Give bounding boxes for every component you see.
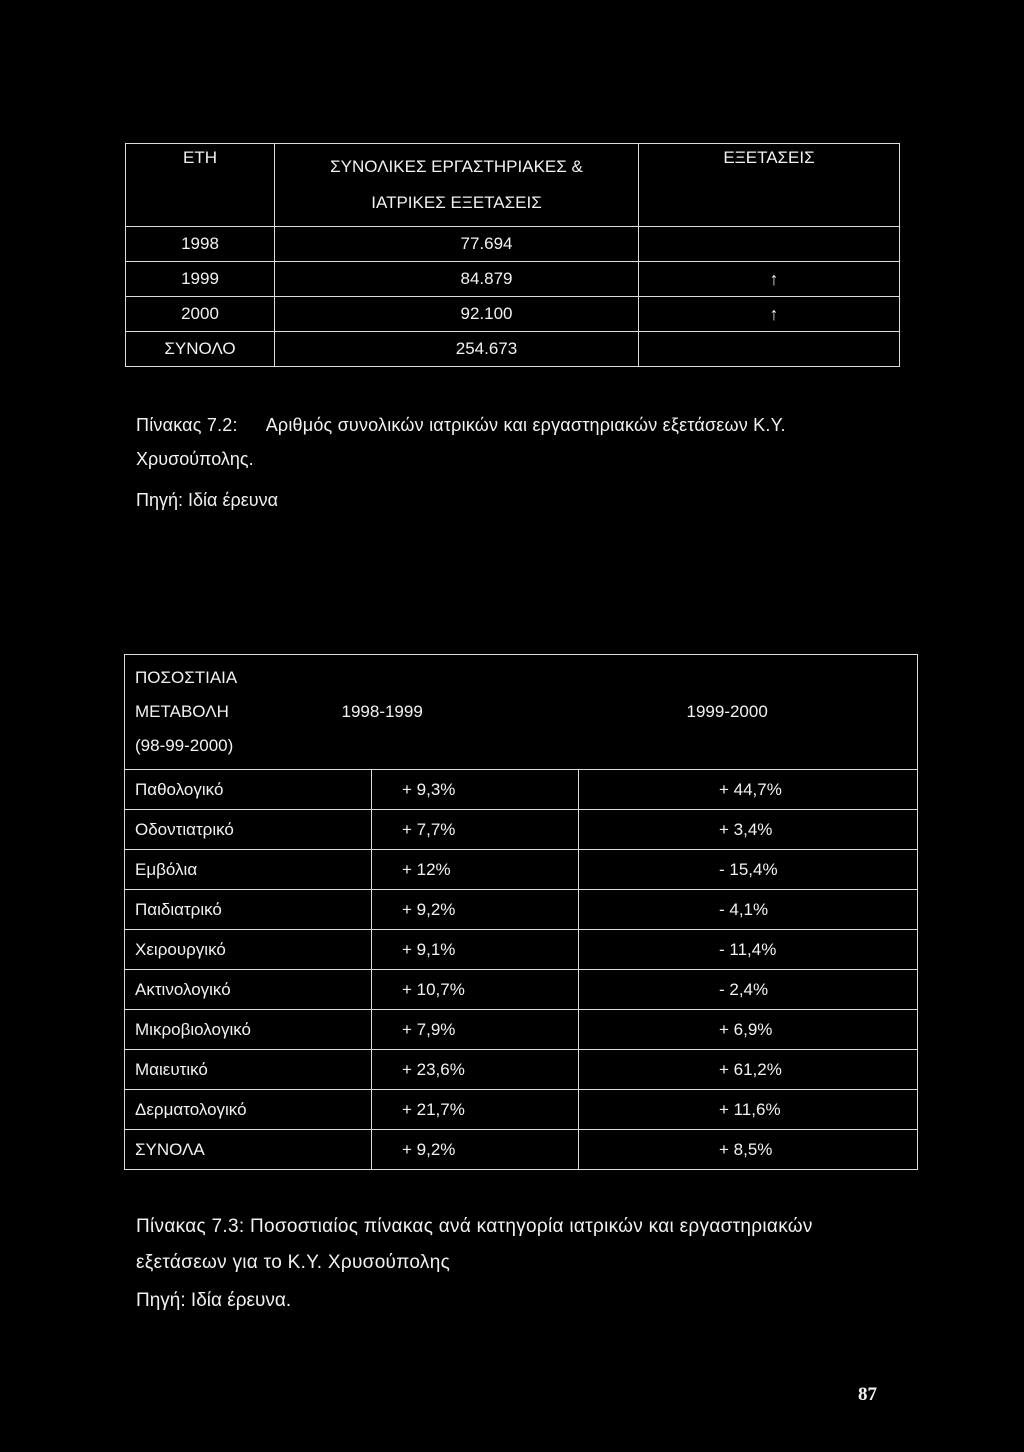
category-cell: Δερματολογικό	[125, 1090, 372, 1130]
category-cell: Παιδιατρικό	[125, 890, 372, 930]
page-number: 87	[858, 1384, 877, 1405]
header-period-2: 1999-2000	[579, 655, 918, 770]
category-cell: ΣΥΝΟΛΑ	[125, 1130, 372, 1170]
category-cell: Παθολογικό	[125, 770, 372, 810]
category-cell: Χειρουργικό	[125, 930, 372, 970]
header-line2: ΜΕΤΑΒΟΛΗ	[135, 702, 229, 721]
change-1999-2000: + 8,5%	[579, 1130, 918, 1170]
value-cell: 92.100	[275, 297, 639, 332]
caption-text-continued: εξετάσεων για το Κ.Υ. Χρυσούπολης	[136, 1252, 451, 1273]
header-line3: (98-99-2000)	[135, 736, 234, 755]
change-1998-1999: + 23,6%	[372, 1050, 579, 1090]
up-arrow-icon: ↑	[769, 303, 779, 324]
trend-cell	[639, 262, 900, 297]
table-row	[126, 262, 900, 297]
change-1999-2000: + 3,4%	[579, 810, 918, 850]
change-1998-1999: + 7,7%	[372, 810, 579, 850]
header-period-1: 1998-1999	[372, 655, 579, 770]
table-row	[126, 227, 900, 262]
table-header-row	[126, 144, 900, 227]
header-total-line2: ΙΑΤΡΙΚΕΣ ΕΞΕΤΑΣΕΙΣ	[371, 193, 542, 212]
change-1999-2000: + 44,7%	[579, 770, 918, 810]
up-arrow-icon: ↑	[769, 268, 779, 289]
caption-source: Πηγή: Ιδία έρευνα	[136, 490, 278, 510]
change-1999-2000: + 61,2%	[579, 1050, 918, 1090]
category-cell: Ακτινολογικό	[125, 970, 372, 1010]
value-cell: 77.694	[275, 227, 639, 262]
change-1998-1999: + 7,9%	[372, 1010, 579, 1050]
caption-text-continued: Χρυσούπολης.	[136, 449, 254, 469]
change-1998-1999: + 9,2%	[372, 890, 579, 930]
trend-cell	[639, 297, 900, 332]
percentage-change-table	[124, 654, 918, 1170]
header-total-line1: ΣΥΝΟΛΙΚΕΣ ΕΡΓΑΣΤΗΡΙΑΚΕΣ &	[330, 157, 583, 176]
category-cell: Οδοντιατρικό	[125, 810, 372, 850]
change-1999-2000: - 11,4%	[579, 930, 918, 970]
change-1998-1999: + 21,7%	[372, 1090, 579, 1130]
change-1999-2000: + 11,6%	[579, 1090, 918, 1130]
header-percentage-change	[125, 655, 372, 770]
table-row	[125, 810, 918, 850]
caption-source: Πηγή: Ιδία έρευνα.	[136, 1290, 292, 1311]
table-row	[125, 930, 918, 970]
table-row	[125, 1050, 918, 1090]
table-row	[126, 332, 900, 367]
header-exams: ΕΞΕΤΑΣΕΙΣ	[639, 144, 900, 227]
table-row	[125, 890, 918, 930]
change-1999-2000: + 6,9%	[579, 1010, 918, 1050]
table-row	[125, 1130, 918, 1170]
year-cell: 1999	[126, 262, 275, 297]
value-cell: 84.879	[275, 262, 639, 297]
category-cell: Εμβόλια	[125, 850, 372, 890]
change-1999-2000: - 2,4%	[579, 970, 918, 1010]
change-1999-2000: - 4,1%	[579, 890, 918, 930]
change-1998-1999: + 9,3%	[372, 770, 579, 810]
table-row	[125, 1090, 918, 1130]
change-1998-1999: + 10,7%	[372, 970, 579, 1010]
caption-text: Αριθμός συνολικών ιατρικών και εργαστηριακών εξετάσεων Κ.Υ.	[265, 415, 786, 435]
caption-label: Πίνακας 7.2:	[136, 415, 238, 435]
table-caption-7-2	[136, 415, 786, 436]
table-row	[125, 770, 918, 810]
header-years: ΕΤΗ	[126, 144, 275, 227]
header-line1: ΠΟΣΟΣΤΙΑΙΑ	[135, 668, 238, 687]
category-cell: Μικροβιολογικό	[125, 1010, 372, 1050]
year-cell: 1998	[126, 227, 275, 262]
year-cell: 2000	[126, 297, 275, 332]
table-row	[125, 850, 918, 890]
category-cell: Μαιευτικό	[125, 1050, 372, 1090]
change-1998-1999: + 12%	[372, 850, 579, 890]
value-cell: 254.673	[275, 332, 639, 367]
change-1998-1999: + 9,2%	[372, 1130, 579, 1170]
table-caption-7-3: Πίνακας 7.3: Ποσοστιαίος πίνακας ανά κατηγορία ιατρικών και εργαστηριακών	[136, 1216, 813, 1237]
header-total-exams	[275, 144, 639, 227]
change-1999-2000: - 15,4%	[579, 850, 918, 890]
table-row	[125, 970, 918, 1010]
trend-cell	[639, 227, 900, 262]
table-row	[126, 297, 900, 332]
change-1998-1999: + 9,1%	[372, 930, 579, 970]
table-row	[125, 1010, 918, 1050]
trend-cell	[639, 332, 900, 367]
table-header-row	[125, 655, 918, 770]
year-cell: ΣΥΝΟΛΟ	[126, 332, 275, 367]
exams-totals-table	[125, 143, 900, 367]
